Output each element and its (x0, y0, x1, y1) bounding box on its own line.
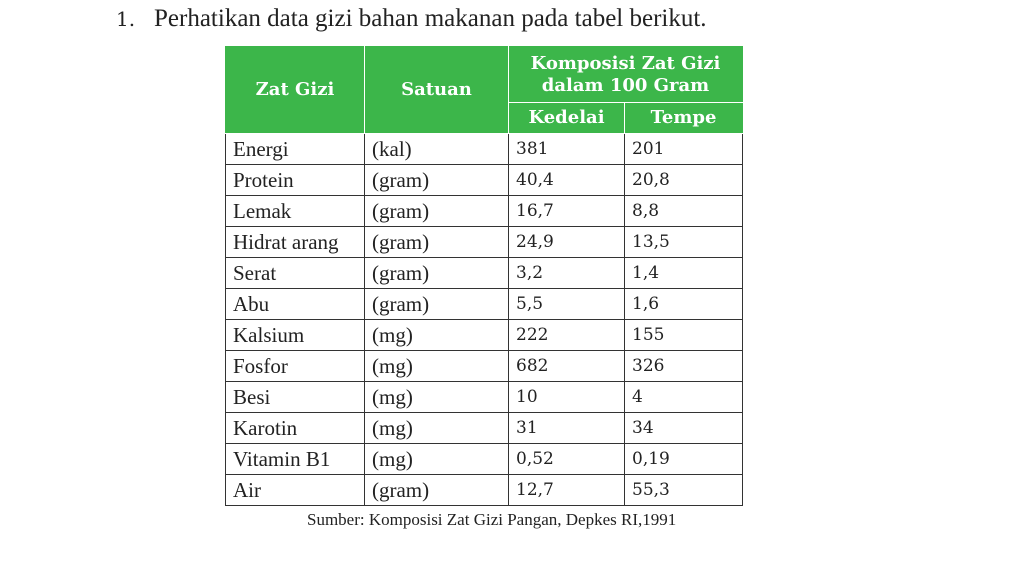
unit-cell: (gram) (365, 227, 509, 258)
table-row (226, 165, 743, 196)
soybean-value-cell: 12,7 (509, 475, 625, 506)
unit-cell: (gram) (365, 196, 509, 227)
tempeh-value-cell: 0,19 (625, 444, 743, 475)
nutrient-cell: Air (226, 475, 365, 506)
soybean-value-cell: 31 (509, 413, 625, 444)
soybean-value-cell: 0,52 (509, 444, 625, 475)
unit-cell: (gram) (365, 258, 509, 289)
header-nutrient: Zat Gizi (226, 47, 365, 134)
question-text (116, 4, 707, 34)
tempeh-value-cell: 55,3 (625, 475, 743, 506)
nutrient-cell: Fosfor (226, 351, 365, 382)
tempeh-value-cell: 4 (625, 382, 743, 413)
nutrient-cell: Lemak (226, 196, 365, 227)
nutrient-cell: Karotin (226, 413, 365, 444)
table-row (226, 196, 743, 227)
header-soybean: Kedelai (509, 103, 625, 134)
table-row (226, 444, 743, 475)
table-row (226, 475, 743, 506)
table-row (226, 258, 743, 289)
nutrient-cell: Abu (226, 289, 365, 320)
soybean-value-cell: 222 (509, 320, 625, 351)
nutrient-cell: Vitamin B1 (226, 444, 365, 475)
nutrition-table (225, 46, 743, 506)
soybean-value-cell: 16,7 (509, 196, 625, 227)
tempeh-value-cell: 13,5 (625, 227, 743, 258)
tempeh-value-cell: 1,4 (625, 258, 743, 289)
nutrient-cell: Protein (226, 165, 365, 196)
soybean-value-cell: 10 (509, 382, 625, 413)
unit-cell: (kal) (365, 134, 509, 165)
tempeh-value-cell: 201 (625, 134, 743, 165)
table-row (226, 320, 743, 351)
table-body (226, 134, 743, 506)
unit-cell: (mg) (365, 444, 509, 475)
unit-cell: (mg) (365, 382, 509, 413)
tempeh-value-cell: 20,8 (625, 165, 743, 196)
table-row (226, 413, 743, 444)
source-caption: Sumber: Komposisi Zat Gizi Pangan, Depkes RI,1991 (307, 510, 677, 529)
unit-cell: (gram) (365, 289, 509, 320)
soybean-value-cell: 24,9 (509, 227, 625, 258)
header-tempeh: Tempe (625, 103, 743, 134)
question-prompt: Perhatikan data gizi bahan makanan pada tabel berikut. (154, 5, 707, 32)
table-row (226, 289, 743, 320)
soybean-value-cell: 5,5 (509, 289, 625, 320)
header-composition (509, 47, 743, 103)
unit-cell: (mg) (365, 413, 509, 444)
nutrient-cell: Hidrat arang (226, 227, 365, 258)
unit-cell: (gram) (365, 475, 509, 506)
tempeh-value-cell: 326 (625, 351, 743, 382)
header-composition-line2: dalam 100 Gram (541, 74, 710, 96)
nutrient-cell: Besi (226, 382, 365, 413)
soybean-value-cell: 682 (509, 351, 625, 382)
header-composition-line1: Komposisi Zat Gizi (530, 52, 721, 74)
nutrient-cell: Kalsium (226, 320, 365, 351)
header-unit: Satuan (365, 47, 509, 134)
table-row (226, 227, 743, 258)
tempeh-value-cell: 1,6 (625, 289, 743, 320)
unit-cell: (gram) (365, 165, 509, 196)
unit-cell: (mg) (365, 351, 509, 382)
tempeh-value-cell: 34 (625, 413, 743, 444)
table-row (226, 382, 743, 413)
question-number: 1. (116, 7, 136, 31)
tempeh-value-cell: 155 (625, 320, 743, 351)
soybean-value-cell: 381 (509, 134, 625, 165)
unit-cell: (mg) (365, 320, 509, 351)
nutrient-cell: Serat (226, 258, 365, 289)
nutrient-cell: Energi (226, 134, 365, 165)
soybean-value-cell: 3,2 (509, 258, 625, 289)
table-row (226, 351, 743, 382)
tempeh-value-cell: 8,8 (625, 196, 743, 227)
table-row (226, 134, 743, 165)
soybean-value-cell: 40,4 (509, 165, 625, 196)
